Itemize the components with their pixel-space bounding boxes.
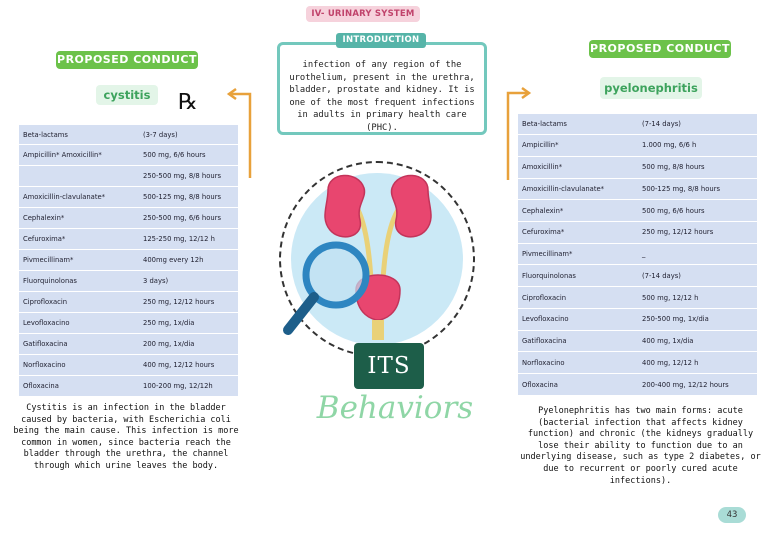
drug-name-cell: [19, 166, 139, 187]
introduction-text: infection of any region of the urothelium, present in the urethra, bladder, prostate and kidney. It is one of the most frequent infections in adults in primary health care (PHC).: [289, 60, 475, 133]
pyelonephritis-description: Pyelonephritis has two main forms: acute (bacterial infection that affects kidney function) and chronic (the kidneys gradually lose their ability to function due to an underlying disease, such as type 2 diabetes, or due to recurrent or poorly cured acute infections).: [520, 406, 761, 486]
dose-cell: 250 mg, 1x/dia: [139, 313, 238, 334]
dose-cell: (3-7 days): [139, 125, 238, 145]
table-row: [19, 187, 238, 208]
drug-name-cell: Gatifloxacina: [518, 330, 638, 352]
section-title: IV- URINARY SYSTEM: [306, 6, 420, 22]
drug-name-cell: Levofloxacino: [518, 308, 638, 330]
drug-name-cell: Beta-lactams: [19, 125, 139, 145]
table-row: [19, 229, 238, 250]
table-row: [19, 271, 238, 292]
dose-cell: 3 days): [139, 271, 238, 292]
table-row: [19, 145, 238, 166]
dose-cell: 250-500 mg, 6/6 hours: [139, 208, 238, 229]
left-subtitle: cystitis: [96, 85, 158, 105]
drug-name-cell: Amoxicillin*: [518, 156, 638, 178]
table-row: [19, 334, 238, 355]
table-row: [518, 243, 757, 265]
drug-name-cell: Cephalexin*: [518, 200, 638, 222]
table-row: [518, 135, 757, 157]
right-conduct-tag: PROPOSED CONDUCT: [589, 40, 731, 58]
drug-name-cell: Norfloxacino: [518, 352, 638, 374]
table-row: [518, 156, 757, 178]
right-subtitle: pyelonephritis: [600, 77, 702, 99]
dose-cell: 500 mg, 6/6 hours: [139, 145, 238, 166]
drug-name-cell: Levofloxacino: [19, 313, 139, 334]
table-row: [19, 292, 238, 313]
dose-cell: 250-500 mg, 1x/dia: [638, 308, 757, 330]
cystitis-description: Cystitis is an infection in the bladder caused by bacteria, with Escherichia coli being the main cause. This infection is more common in women, since bacteria reach the bladder through the urethra, the channel through which urine leaves the body.: [13, 403, 239, 471]
table-row: [19, 208, 238, 229]
dose-cell: 250 mg, 12/12 hours: [139, 292, 238, 313]
dose-cell: 250-500 mg, 8/8 hours: [139, 166, 238, 187]
table-row: [518, 221, 757, 243]
drug-name-cell: Ciprofloxacin: [518, 287, 638, 309]
dose-cell: 400 mg, 1x/dia: [638, 330, 757, 352]
table-row: [19, 354, 238, 375]
left-conduct-tag: PROPOSED CONDUCT: [56, 51, 198, 69]
drug-name-cell: Norfloxacino: [19, 354, 139, 375]
dose-cell: _: [638, 243, 757, 265]
dose-cell: 500 mg, 8/8 hours: [638, 156, 757, 178]
cystitis-drug-table: [19, 125, 238, 397]
drug-name-cell: Fluorquinolonas: [19, 271, 139, 292]
urinary-system-illustration: [268, 150, 488, 370]
drug-name-cell: Ciprofloxacin: [19, 292, 139, 313]
dose-cell: 500 mg, 6/6 hours: [638, 200, 757, 222]
drug-name-cell: Cephalexin*: [19, 208, 139, 229]
dose-cell: 400 mg, 12/12 h: [638, 352, 757, 374]
drug-name-cell: Amoxicillin-clavulanate*: [19, 187, 139, 208]
rx-icon: ℞: [178, 90, 198, 115]
introduction-box: [277, 42, 487, 135]
drug-name-cell: Beta-lactams: [518, 114, 638, 135]
table-row: [19, 375, 238, 396]
drug-name-cell: Cefuroxima*: [518, 221, 638, 243]
drug-name-cell: Ampicillin* Amoxicillin*: [19, 145, 139, 166]
table-row: [518, 330, 757, 352]
drug-name-cell: Ofloxacina: [518, 374, 638, 396]
dose-cell: 250 mg, 12/12 hours: [638, 221, 757, 243]
dose-cell: 400mg every 12h: [139, 250, 238, 271]
right-kidney-icon: [391, 175, 431, 236]
left-kidney-icon: [325, 175, 365, 236]
drug-name-cell: Gatifloxacina: [19, 334, 139, 355]
dose-cell: 100-200 mg, 12/12h: [139, 375, 238, 396]
table-row: [518, 114, 757, 135]
drug-name-cell: Cefuroxima*: [19, 229, 139, 250]
table-row: [518, 308, 757, 330]
dose-cell: 1.000 mg, 6/6 h: [638, 135, 757, 157]
table-row: [518, 178, 757, 200]
dose-cell: 200 mg, 1x/dia: [139, 334, 238, 355]
drug-name-cell: Pivmecillinam*: [19, 250, 139, 271]
dose-cell: 200-400 mg, 12/12 hours: [638, 374, 757, 396]
its-label: ITS: [354, 343, 424, 389]
drug-name-cell: Ofloxacina: [19, 375, 139, 396]
table-row: [19, 166, 238, 187]
drug-name-cell: Fluorquinolonas: [518, 265, 638, 287]
dose-cell: 125-250 mg, 12/12 h: [139, 229, 238, 250]
drug-name-cell: Amoxicillin-clavulanate*: [518, 178, 638, 200]
page-number: 43: [718, 507, 746, 523]
table-row: [19, 125, 238, 145]
table-row: [518, 265, 757, 287]
dose-cell: (7-14 days): [638, 114, 757, 135]
dose-cell: (7-14 days): [638, 265, 757, 287]
table-row: [518, 352, 757, 374]
drug-name-cell: Ampicillin*: [518, 135, 638, 157]
dose-cell: 500-125 mg, 8/8 hours: [139, 187, 238, 208]
table-row: [518, 374, 757, 396]
behaviors-label: Behaviors: [316, 390, 474, 426]
table-row: [518, 287, 757, 309]
dose-cell: 500-125 mg, 8/8 hours: [638, 178, 757, 200]
table-row: [518, 200, 757, 222]
dose-cell: 400 mg, 12/12 hours: [139, 354, 238, 375]
table-row: [19, 250, 238, 271]
table-row: [19, 313, 238, 334]
dose-cell: 500 mg, 12/12 h: [638, 287, 757, 309]
drug-name-cell: Pivmecillinam*: [518, 243, 638, 265]
introduction-tag: INTRODUCTION: [336, 33, 426, 48]
pyelonephritis-drug-table: [518, 114, 757, 396]
